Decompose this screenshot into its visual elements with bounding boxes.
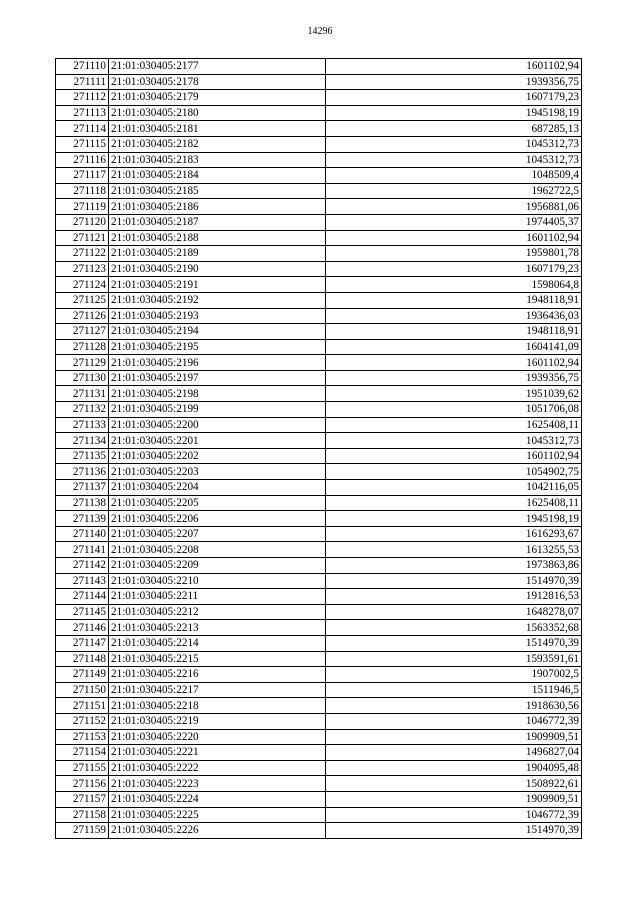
cadastral-value-cell: 1625408,11 [326,417,582,433]
table-row [56,261,582,277]
table-row [56,635,582,651]
cadastral-number-cell: 21:01:030405:2212 [109,604,326,620]
row-number-cell: 271114 [56,121,109,137]
row-number-cell: 271145 [56,604,109,620]
cadastral-number-cell: 21:01:030405:2208 [109,542,326,558]
cadastral-value-cell: 1607179,23 [326,90,582,106]
cadastral-value-cell: 1593591,61 [326,651,582,667]
table-row [56,448,582,464]
row-number-cell: 271153 [56,729,109,745]
cadastral-value-cell: 1945198,19 [326,105,582,121]
table-row [56,152,582,168]
table-row [56,74,582,90]
cadastral-value-cell: 1046772,39 [326,807,582,823]
row-number-cell: 271142 [56,558,109,574]
row-number-cell: 271151 [56,698,109,714]
cadastral-number-cell: 21:01:030405:2210 [109,573,326,589]
cadastral-number-cell: 21:01:030405:2197 [109,370,326,386]
cadastral-value-cell: 687285,13 [326,121,582,137]
row-number-cell: 271111 [56,74,109,90]
cadastral-number-cell: 21:01:030405:2204 [109,480,326,496]
cadastral-number-cell: 21:01:030405:2187 [109,214,326,230]
cadastral-number-cell: 21:01:030405:2215 [109,651,326,667]
table-row [56,402,582,418]
cadastral-number-cell: 21:01:030405:2191 [109,277,326,293]
cadastral-number-cell: 21:01:030405:2190 [109,261,326,277]
cadastral-value-cell: 1948118,91 [326,292,582,308]
row-number-cell: 271123 [56,261,109,277]
cadastral-number-cell: 21:01:030405:2200 [109,417,326,433]
table-row [56,495,582,511]
cadastral-number-cell: 21:01:030405:2214 [109,635,326,651]
table-row [56,386,582,402]
cadastral-number-cell: 21:01:030405:2199 [109,402,326,418]
table-row [56,589,582,605]
cadastral-value-cell: 1974405,37 [326,214,582,230]
row-number-cell: 271149 [56,667,109,683]
cadastral-value-cell: 1514970,39 [326,573,582,589]
table-row [56,526,582,542]
row-number-cell: 271112 [56,90,109,106]
table-body [56,59,582,839]
row-number-cell: 271119 [56,199,109,215]
cadastral-number-cell: 21:01:030405:2211 [109,589,326,605]
table-row [56,292,582,308]
cadastral-number-cell: 21:01:030405:2205 [109,495,326,511]
row-number-cell: 271152 [56,713,109,729]
row-number-cell: 271113 [56,105,109,121]
cadastral-value-cell: 1514970,39 [326,823,582,839]
cadastral-number-cell: 21:01:030405:2189 [109,246,326,262]
table-row [56,433,582,449]
cadastral-value-cell: 1907002,5 [326,667,582,683]
cadastral-value-cell: 1956881,06 [326,199,582,215]
cadastral-value-cell: 1948118,91 [326,324,582,340]
cadastral-value-cell: 1607179,23 [326,261,582,277]
cadastral-value-cell: 1973863,86 [326,558,582,574]
cadastral-value-cell: 1563352,68 [326,620,582,636]
cadastral-number-cell: 21:01:030405:2184 [109,168,326,184]
table-row [56,651,582,667]
cadastral-number-cell: 21:01:030405:2183 [109,152,326,168]
row-number-cell: 271126 [56,308,109,324]
cadastral-number-cell: 21:01:030405:2209 [109,558,326,574]
table-row [56,230,582,246]
cadastral-value-cell: 1601102,94 [326,448,582,464]
table-row [56,713,582,729]
cadastral-value-cell: 1918630,56 [326,698,582,714]
cadastral-number-cell: 21:01:030405:2221 [109,745,326,761]
cadastral-number-cell: 21:01:030405:2177 [109,59,326,75]
cadastral-value-cell: 1939356,75 [326,370,582,386]
row-number-cell: 271134 [56,433,109,449]
cadastral-number-cell: 21:01:030405:2180 [109,105,326,121]
cadastral-number-cell: 21:01:030405:2178 [109,74,326,90]
cadastral-number-cell: 21:01:030405:2201 [109,433,326,449]
cadastral-value-cell: 1936436,03 [326,308,582,324]
table-row [56,682,582,698]
table-row [56,339,582,355]
cadastral-value-cell: 1045312,73 [326,433,582,449]
table-row [56,604,582,620]
cadastral-number-cell: 21:01:030405:2222 [109,760,326,776]
table-row [56,59,582,75]
row-number-cell: 271122 [56,246,109,262]
cadastral-value-cell: 1045312,73 [326,136,582,152]
cadastral-number-cell: 21:01:030405:2186 [109,199,326,215]
cadastral-number-cell: 21:01:030405:2194 [109,324,326,340]
row-number-cell: 271156 [56,776,109,792]
cadastral-number-cell: 21:01:030405:2202 [109,448,326,464]
cadastral-number-cell: 21:01:030405:2217 [109,682,326,698]
cadastral-number-cell: 21:01:030405:2192 [109,292,326,308]
row-number-cell: 271117 [56,168,109,184]
row-number-cell: 271127 [56,324,109,340]
cadastral-value-cell: 1939356,75 [326,74,582,90]
row-number-cell: 271146 [56,620,109,636]
cadastral-number-cell: 21:01:030405:2213 [109,620,326,636]
row-number-cell: 271130 [56,370,109,386]
cadastral-value-cell: 1514970,39 [326,635,582,651]
table-row [56,760,582,776]
cadastral-number-cell: 21:01:030405:2223 [109,776,326,792]
table-row [56,168,582,184]
cadastral-number-cell: 21:01:030405:2179 [109,90,326,106]
row-number-cell: 271141 [56,542,109,558]
row-number-cell: 271132 [56,402,109,418]
cadastral-value-cell: 1909909,51 [326,791,582,807]
row-number-cell: 271124 [56,277,109,293]
row-number-cell: 271110 [56,59,109,75]
table-row [56,776,582,792]
row-number-cell: 271147 [56,635,109,651]
cadastral-number-cell: 21:01:030405:2188 [109,230,326,246]
table-row [56,558,582,574]
row-number-cell: 271137 [56,480,109,496]
table-row [56,807,582,823]
row-number-cell: 271129 [56,355,109,371]
row-number-cell: 271118 [56,183,109,199]
cadastral-value-cell: 1951039,62 [326,386,582,402]
table-row [56,121,582,137]
table-row [56,480,582,496]
table-row [56,355,582,371]
row-number-cell: 271150 [56,682,109,698]
row-number-cell: 271115 [56,136,109,152]
cadastral-number-cell: 21:01:030405:2224 [109,791,326,807]
table-row [56,136,582,152]
row-number-cell: 271138 [56,495,109,511]
cadastral-value-cell: 1054902,75 [326,464,582,480]
cadastral-value-cell: 1648278,07 [326,604,582,620]
cadastral-number-cell: 21:01:030405:2196 [109,355,326,371]
row-number-cell: 271148 [56,651,109,667]
table-row [56,246,582,262]
table-row [56,214,582,230]
row-number-cell: 271121 [56,230,109,246]
table-row [56,90,582,106]
cadastral-number-cell: 21:01:030405:2206 [109,511,326,527]
row-number-cell: 271136 [56,464,109,480]
cadastral-number-cell: 21:01:030405:2193 [109,308,326,324]
row-number-cell: 271128 [56,339,109,355]
cadastral-value-table [55,58,582,839]
cadastral-value-cell: 1962722,5 [326,183,582,199]
table-row [56,620,582,636]
cadastral-value-cell: 1904095,48 [326,760,582,776]
cadastral-value-cell: 1496827,04 [326,745,582,761]
cadastral-number-cell: 21:01:030405:2218 [109,698,326,714]
cadastral-value-cell: 1601102,94 [326,230,582,246]
table-row [56,823,582,839]
row-number-cell: 271125 [56,292,109,308]
cadastral-number-cell: 21:01:030405:2198 [109,386,326,402]
cadastral-number-cell: 21:01:030405:2225 [109,807,326,823]
cadastral-value-cell: 1613255,53 [326,542,582,558]
cadastral-number-cell: 21:01:030405:2207 [109,526,326,542]
row-number-cell: 271116 [56,152,109,168]
cadastral-value-cell: 1051706,08 [326,402,582,418]
row-number-cell: 271120 [56,214,109,230]
row-number-cell: 271158 [56,807,109,823]
cadastral-number-cell: 21:01:030405:2226 [109,823,326,839]
cadastral-number-cell: 21:01:030405:2220 [109,729,326,745]
cadastral-value-cell: 1601102,94 [326,355,582,371]
page-number: 14296 [307,26,333,37]
row-number-cell: 271135 [56,448,109,464]
table-row [56,745,582,761]
cadastral-number-cell: 21:01:030405:2219 [109,713,326,729]
table-row [56,370,582,386]
row-number-cell: 271140 [56,526,109,542]
row-number-cell: 271157 [56,791,109,807]
cadastral-value-cell: 1598064,8 [326,277,582,293]
cadastral-value-cell: 1959801,78 [326,246,582,262]
cadastral-number-cell: 21:01:030405:2185 [109,183,326,199]
cadastral-value-cell: 1616293,67 [326,526,582,542]
table-row [56,183,582,199]
row-number-cell: 271143 [56,573,109,589]
cadastral-value-cell: 1511946,5 [326,682,582,698]
cadastral-value-cell: 1042116,05 [326,480,582,496]
row-number-cell: 271133 [56,417,109,433]
row-number-cell: 271159 [56,823,109,839]
cadastral-number-cell: 21:01:030405:2181 [109,121,326,137]
table-row [56,698,582,714]
table-row [56,542,582,558]
table-row [56,105,582,121]
cadastral-number-cell: 21:01:030405:2182 [109,136,326,152]
table-row [56,308,582,324]
cadastral-value-cell: 1909909,51 [326,729,582,745]
table-row [56,729,582,745]
table-row [56,511,582,527]
table-row [56,324,582,340]
cadastral-value-cell: 1945198,19 [326,511,582,527]
row-number-cell: 271154 [56,745,109,761]
table-row [56,464,582,480]
cadastral-number-cell: 21:01:030405:2216 [109,667,326,683]
cadastral-number-cell: 21:01:030405:2203 [109,464,326,480]
cadastral-value-cell: 1508922,61 [326,776,582,792]
table-row [56,277,582,293]
table-row [56,417,582,433]
cadastral-number-cell: 21:01:030405:2195 [109,339,326,355]
cadastral-value-cell: 1048509,4 [326,168,582,184]
table-row [56,199,582,215]
cadastral-value-cell: 1625408,11 [326,495,582,511]
row-number-cell: 271139 [56,511,109,527]
cadastral-value-cell: 1604141,09 [326,339,582,355]
cadastral-value-cell: 1912816,53 [326,589,582,605]
table-row [56,791,582,807]
cadastral-value-cell: 1045312,73 [326,152,582,168]
row-number-cell: 271155 [56,760,109,776]
table-row [56,573,582,589]
row-number-cell: 271144 [56,589,109,605]
cadastral-value-cell: 1046772,39 [326,713,582,729]
cadastral-value-cell: 1601102,94 [326,59,582,75]
table-row [56,667,582,683]
row-number-cell: 271131 [56,386,109,402]
